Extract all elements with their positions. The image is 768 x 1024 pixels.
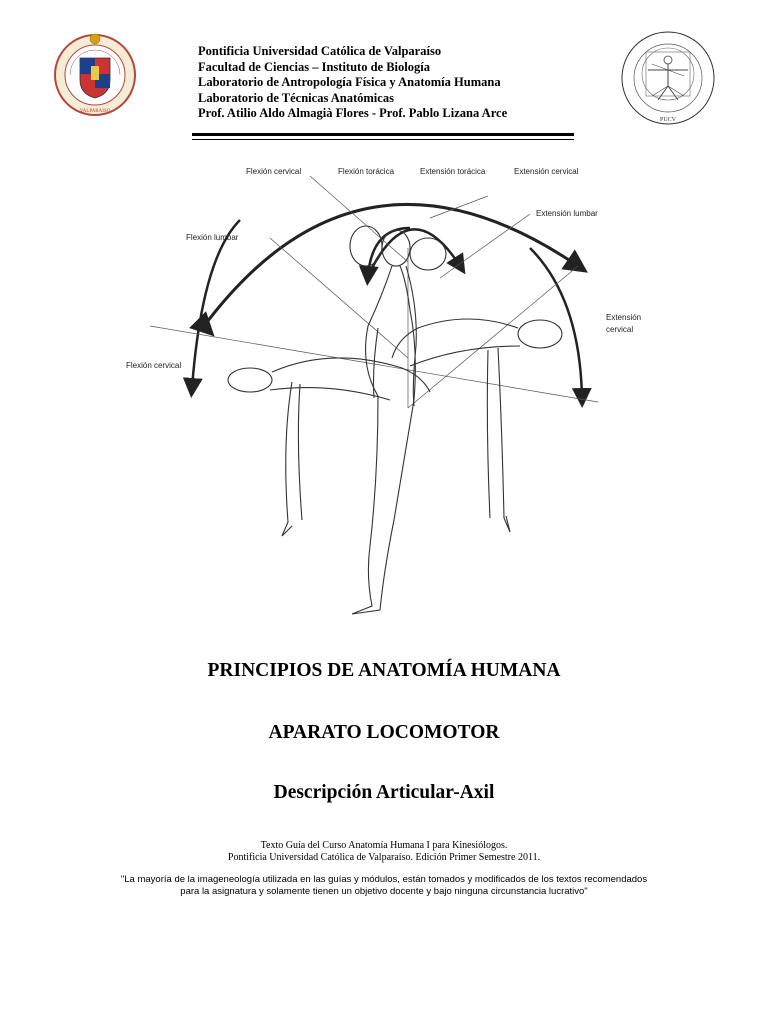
thoracic-arc-left: [368, 228, 410, 276]
header-faculty: Facultad de Ciencias – Instituto de Biología: [198, 59, 430, 74]
institution-header: [198, 44, 598, 122]
header-rule-thin: [192, 139, 574, 140]
label-flexion-cervical-left: Flexión cervical: [126, 361, 182, 370]
label-extension-cervical-right-1: Extensión: [606, 313, 642, 322]
guide-text-line2: Pontificia Universidad Católica de Valparaíso. Edición Primer Semestre 2011.: [227, 852, 541, 863]
label-flexion-toracica: Flexión torácica: [338, 167, 395, 176]
disclaimer-line1: "La mayoría de la imageneología utilizada en las guías y módulos, están tomados y modificados de los textos recomendados: [120, 874, 648, 885]
label-extension-toracica: Extensión torácica: [420, 167, 486, 176]
label-extension-cervical-right-2: cervical: [606, 325, 634, 334]
document-main-title: PRINCIPIOS DE ANATOMÍA HUMANA: [207, 660, 561, 681]
document-subtitle-axil: Descripción Articular-Axil: [273, 782, 495, 803]
head-outlines: [350, 226, 446, 270]
header-professors: Prof. Atilio Aldo Almagià Flores - Prof. Pablo Lizana Arce: [198, 106, 508, 120]
header-lab-anthropology: Laboratorio de Antropología Física y Anatomía Humana: [198, 75, 501, 89]
lab-seal-bottom-text: PUCV: [659, 117, 677, 123]
lab-seal-logo: [618, 28, 718, 128]
header-lab-techniques: Laboratorio de Técnicas Anatómicas: [198, 90, 394, 105]
left-lower-arc: [192, 220, 240, 388]
label-extension-lumbar: Extensión lumbar: [536, 209, 598, 218]
document-subtitle-locomotor: APARATO LOCOMOTOR: [268, 722, 500, 743]
guide-text-line1: Texto Guía del Curso Anatomía Humana I para Kinesiólogos.: [260, 840, 508, 851]
disclaimer-line2: para la asignatura y solamente tienen un objetivo docente y bajo ninguna circunstancia lucrativo": [180, 886, 588, 897]
right-lower-arc: [530, 248, 582, 398]
spine-range-of-motion-figure: [110, 158, 642, 638]
label-flexion-cervical-top: Flexión cervical: [246, 167, 302, 176]
flexion-body-outline: [228, 358, 430, 536]
label-flexion-lumbar: Flexión lumbar: [186, 233, 239, 242]
header-rule-thick: [192, 133, 574, 136]
label-extension-cervical-top: Extensión cervical: [514, 167, 579, 176]
svg-text:VALPARAISO: VALPARAISO: [79, 109, 111, 114]
standing-body-outline: [352, 230, 416, 614]
extension-body-outline: [392, 319, 562, 532]
university-seal-logo: [50, 28, 140, 118]
large-arc-left-end: [204, 326, 206, 328]
header-university: Pontificia Universidad Católica de Valparaíso: [198, 44, 442, 58]
